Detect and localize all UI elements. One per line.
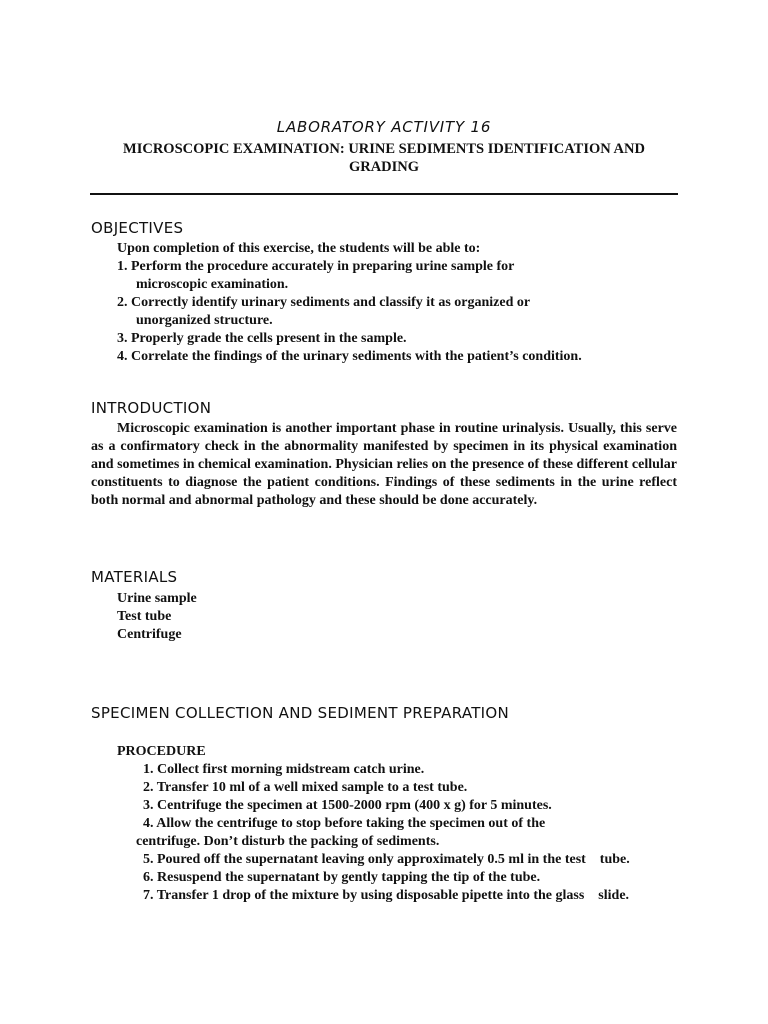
objective-1: 1. Perform the procedure accurately in preparing urine sample for [117, 259, 515, 274]
specimen-heading: SPECIMEN COLLECTION AND SEDIMENT PREPARATION [91, 704, 510, 722]
objective-2: 2. Correctly identify urinary sediments and classify it as organized or [117, 295, 531, 310]
introduction-paragraph: Microscopic examination is another important phase in routine urinalysis. Usually, this serve as a confirmatory check in the abnormality manifested by specimen in its physical examination and sometimes in chemical examination. Physician relies on the presence of these different cellular constituents to diagnose the patient conditions. Findings of these sediments in the urine reflect both normal and abnormal pathology and these should be done accurately. [91, 421, 677, 508]
materials-heading: MATERIALS [91, 568, 178, 586]
title-divider [90, 193, 678, 195]
page-title: MICROSCOPIC EXAMINATION: URINE SEDIMENTS IDENTIFICATION AND GRADING [123, 141, 645, 175]
objective-1-cont: microscopic examination. [136, 277, 289, 292]
introduction-heading: INTRODUCTION [91, 399, 212, 417]
objective-2-cont: unorganized structure. [136, 313, 273, 328]
material-item: Urine sample [117, 591, 197, 606]
objective-3: 3. Properly grade the cells present in the sample. [117, 331, 407, 346]
objective-4: 4. Correlate the findings of the urinary sediments with the patient’s condition. [117, 349, 582, 364]
procedure-step: 6. Resuspend the supernatant by gently tapping the tip of the tube. [143, 870, 541, 885]
procedure-step: 5. Poured off the supernatant leaving only approximately 0.5 ml in the test tube. [143, 852, 630, 867]
procedure-step: 3. Centrifuge the specimen at 1500-2000 rpm (400 x g) for 5 minutes. [143, 798, 552, 813]
procedure-step-cont: centrifuge. Don’t disturb the packing of sediments. [136, 834, 440, 849]
material-item: Test tube [117, 609, 172, 624]
procedure-label: PROCEDURE [117, 744, 206, 759]
procedure-step: 2. Transfer 10 ml of a well mixed sample to a test tube. [143, 780, 468, 795]
activity-title: LABORATORY ACTIVITY 16 [276, 118, 492, 136]
procedure-step: 1. Collect first morning midstream catch urine. [143, 762, 425, 777]
procedure-step: 7. Transfer 1 drop of the mixture by using disposable pipette into the glass slide. [143, 888, 630, 903]
objectives-intro: Upon completion of this exercise, the students will be able to: [117, 241, 481, 256]
material-item: Centrifuge [117, 627, 182, 642]
objectives-heading: OBJECTIVES [91, 219, 184, 237]
procedure-step: 4. Allow the centrifuge to stop before taking the specimen out of the [143, 816, 546, 831]
